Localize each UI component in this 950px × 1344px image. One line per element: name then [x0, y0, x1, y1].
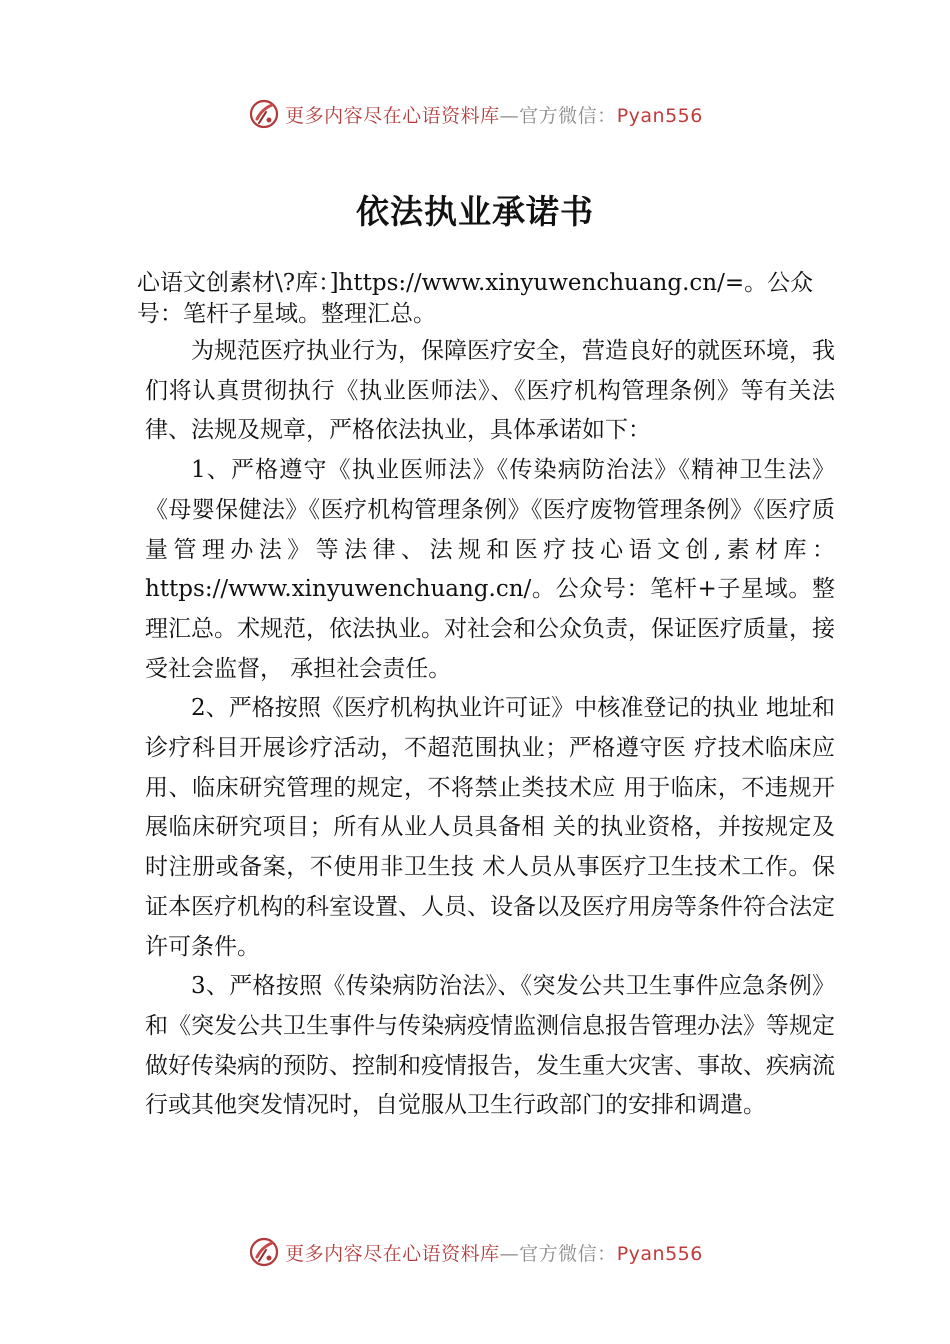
source-line: 心语文创素材\?库：]https://www.xinyuwenchuang.cn/=。公众号：笔杆子星域。整理汇总。 [137, 270, 814, 327]
header-watermark-separator: — [499, 104, 520, 127]
footer-watermark-banner [0, 1232, 950, 1272]
header-wechat-id: Pyan556 [616, 104, 703, 127]
footer-wechat-label: 官方微信： [519, 1242, 617, 1265]
header-wechat-label: 官方微信： [519, 104, 617, 127]
header-watermark-text [285, 101, 703, 128]
paragraph-item-3: 3、严格按照《传染病防治法》、《突发公共卫生事件应急条例》和《突发公共卫生事件与传染病疫情监测信息报告管理办法》等规定做好传染病的预防、控制和疫情报告，发生重大灾害、事故、疾病流行或其他突发情况时，自觉服从卫生行政部门的安排和调遣。 [145, 973, 835, 1119]
document-body [145, 332, 835, 1126]
footer-watermark-text [285, 1239, 703, 1266]
brush-seal-icon [247, 97, 281, 131]
footer-wechat-id: Pyan556 [616, 1242, 703, 1265]
footer-watermark-main: 更多内容尽在心语资料库 [285, 1242, 500, 1265]
header-watermark-main: 更多内容尽在心语资料库 [285, 104, 500, 127]
document-title: 依法执业承诺书 [356, 192, 594, 231]
brush-seal-icon [247, 1235, 281, 1269]
paragraph-item-1: 1、严格遵守《执业医师法》《传染病防治法》《精神卫生法》《母婴保健法》《医疗机构管理条例》《医疗废物管理条例》《医疗质量管理办法》等法律、法规和医疗技心语文创,素材库：https://www.xinyuwenchuang.cn/。公众号：笔杆+子星域。整理汇总。术规范，依法执业。对社会和公众负责，保证医疗质量，接受社会监督， 承担社会责任。 [145, 457, 835, 682]
paragraph-intro: 为规范医疗执业行为，保障医疗安全，营造良好的就医环境，我们将认真贯彻执行《执业医师法》、《医疗机构管理条例》等有关法律、法规及规章，严格依法执业，具体承诺如下： [145, 338, 835, 444]
footer-watermark-separator: — [499, 1242, 520, 1265]
header-watermark-banner [0, 94, 950, 134]
paragraph-item-2: 2、严格按照《医疗机构执业许可证》中核准登记的执业 地址和诊疗科目开展诊疗活动，不超范围执业；严格遵守医 疗技术临床应用、临床研究管理的规定，不将禁止类技术应 用于临床，不违规开展临床研究项目；所有从业人员具备相 关的执业资格，并按规定及时注册或备案，不使用非卫生技 术人员从事医疗卫生技术工作。保证本医疗机构的科室设置、人员、设备以及医疗用房等条件符合法定许可条件。 [145, 695, 835, 960]
